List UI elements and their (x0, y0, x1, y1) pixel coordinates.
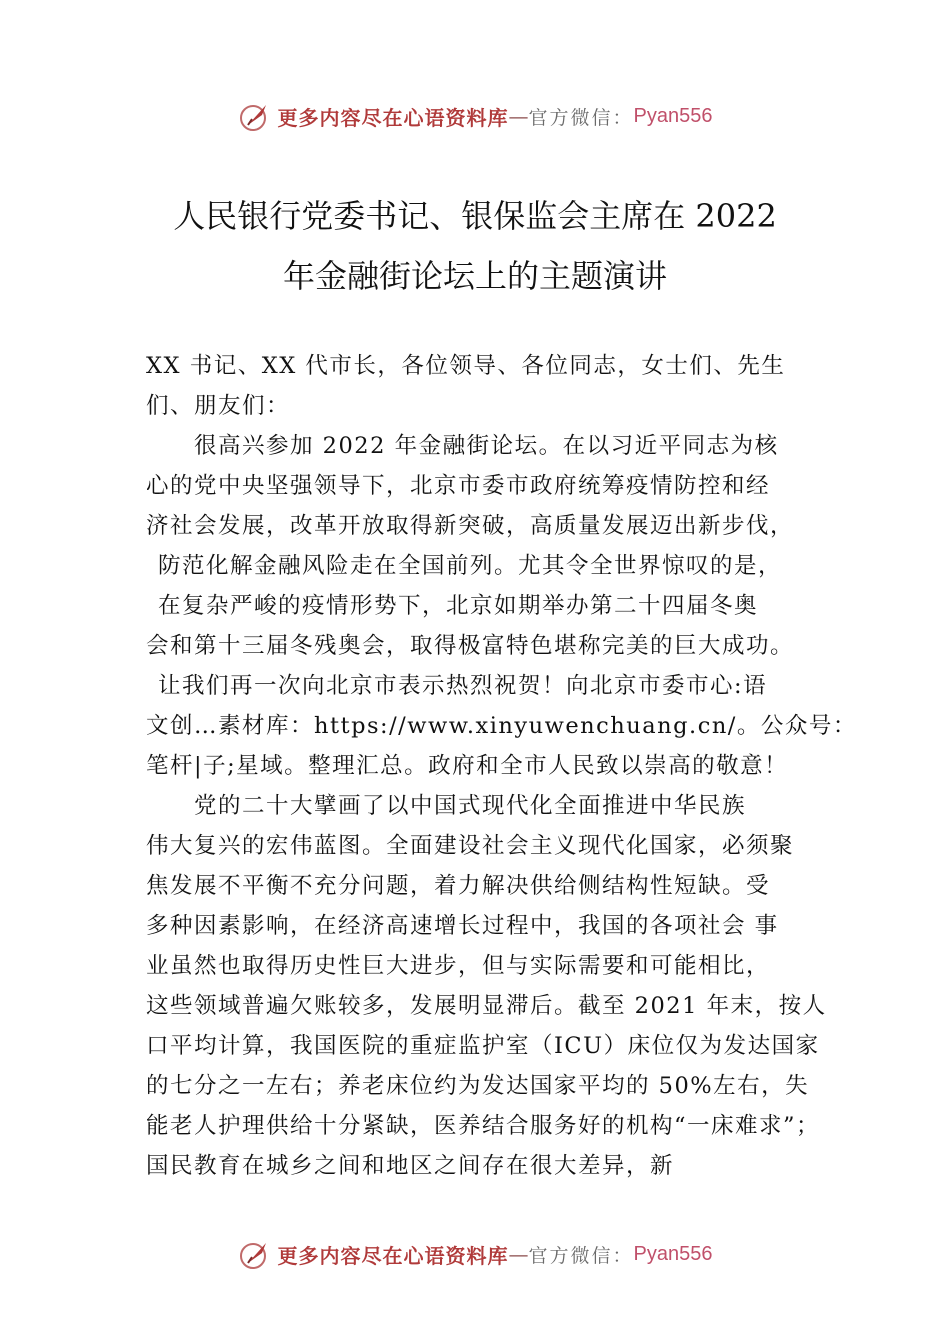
watermark-label: 官方微信： (528, 1244, 634, 1267)
body-line: 党的二十大擘画了以中国式现代化全面推进中华民族 (194, 793, 747, 819)
watermark-id: Pyan556 (633, 104, 713, 127)
watermark-header (0, 96, 950, 136)
body-line: 的七分之一左右；养老床位约为发达国家平均的 50%左右，失 (146, 1073, 810, 1099)
body-line: 防范化解金融风险走在全国前列。尤其令全世界惊叹的是， (158, 553, 783, 579)
watermark-footer (0, 1234, 950, 1274)
body-line: 心的党中央坚强领导下，北京市委市政府统筹疫情防控和经 (146, 473, 771, 499)
body-line: 伟大复兴的宏伟蓝图。全面建设社会主义现代化国家，必须聚 (146, 833, 795, 859)
watermark-brand: 更多内容尽在心语资料库 (277, 1243, 509, 1268)
document-title (120, 186, 830, 306)
watermark-separator: — (508, 1242, 529, 1266)
watermark-brand: 更多内容尽在心语资料库 (277, 105, 509, 130)
body-line: 能老人护理供给十分紧缺，医养结合服务好的机构“一床难求”； (146, 1113, 821, 1139)
body-line: 焦发展不平衡不充分问题，着力解决供给侧结构性短缺。受 (146, 873, 771, 899)
watermark-id: Pyan556 (633, 1242, 713, 1265)
body-line: 很高兴参加 2022 年金融街论坛。在以习近平同志为核 (194, 433, 779, 459)
body-line: 这些领域普遍欠账较多，发展明显滞后。截至 2021 年末，按人 (146, 993, 827, 1019)
body-line: 多种因素影响，在经济高速增长过程中，我国的各项社会 事 (146, 913, 779, 939)
body-line: 文创…素材库：https://www.xinyuwenchuang.cn/。公众号： (146, 713, 857, 739)
body-line: 国民教育在城乡之间和地区之间存在很大差异，新 (146, 1153, 675, 1179)
body-line: 笔杆|子;星域。整理汇总。政府和全市人民致以崇高的敬意！ (146, 753, 789, 779)
title-line-2: 年金融街论坛上的主题演讲 (282, 257, 667, 295)
document-body (146, 346, 857, 1186)
title-line-1: 人民银行党委书记、银保监会主席在 2022 (173, 197, 777, 235)
body-line: 让我们再一次向北京市表示热烈祝贺！向北京市委市心:语 (158, 673, 768, 699)
watermark-label: 官方微信： (528, 106, 634, 129)
quill-logo-icon (238, 1237, 272, 1271)
body-line: 口平均计算，我国医院的重症监护室（ICU）床位仅为发达国家 (146, 1033, 820, 1059)
body-line: 业虽然也取得历史性巨大进步，但与实际需要和可能相比， (146, 953, 771, 979)
body-line: 在复杂严峻的疫情形势下，北京如期举办第二十四届冬奥 (158, 593, 759, 619)
body-line: 会和第十三届冬残奥会，取得极富特色堪称完美的巨大成功。 (146, 633, 795, 659)
watermark-separator: — (508, 104, 529, 128)
quill-logo-icon (238, 99, 272, 133)
body-line: 们、朋友们： (146, 393, 291, 419)
body-line: 济社会发展，改革开放取得新突破，高质量发展迈出新步伐， (146, 513, 795, 539)
body-line: XX 书记、XX 代市长，各位领导、各位同志，女士们、先生 (146, 353, 786, 379)
